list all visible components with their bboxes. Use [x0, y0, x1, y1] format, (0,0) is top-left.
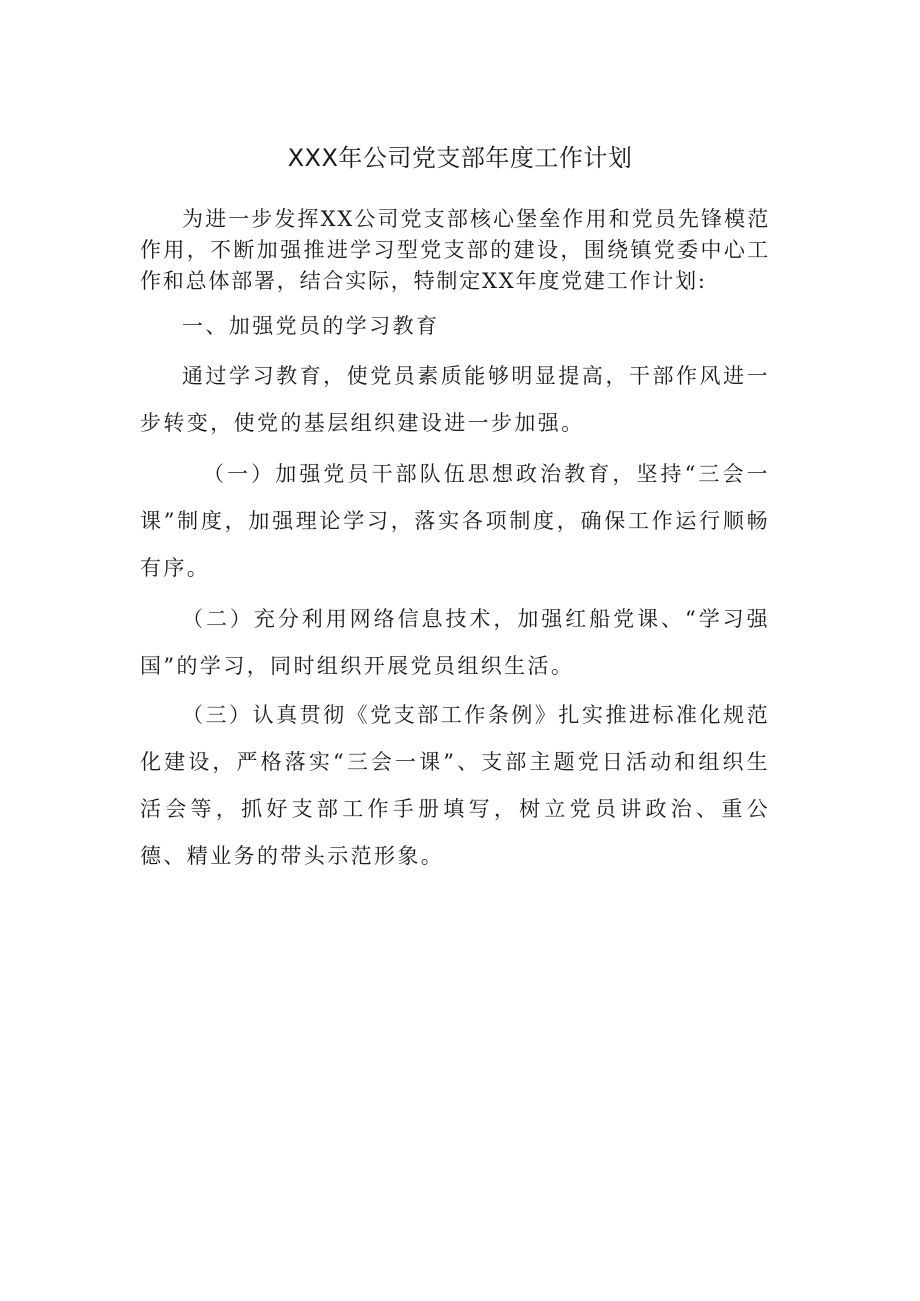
item-three-paragraph: （三）认真贯彻《党支部工作条例》扎实推进标准化规范化建设，严格落实“三会一课”、支部主题党日活动和组织生活会等，抓好支部工作手册填写，树立党员讲政治、重公德、精业务的带头示范形象。 [140, 703, 770, 868]
intro-paragraph: 为进一步发挥XX公司党支部核心堡垒作用和党员先锋模范作用，不断加强推进学习型党支部的建设，围绕镇党委中心工作和总体部署，结合实际，特制定XX年度党建工作计划: [140, 207, 770, 293]
section-heading-study: 一、加强党员的学习教育 [182, 314, 440, 338]
section-body-study: 通过学习教育，使党员素质能够明显提高，干部作风进一步转变，使党的基层组织建设进一步加强。 [140, 364, 770, 435]
item-one-paragraph: （一）加强党员干部队伍思想政治教育，坚持“三会一课”制度，加强理论学习，落实各项制度，确保工作运行顺畅有序。 [140, 462, 770, 580]
item-two-paragraph: （二）充分利用网络信息技术，加强红船党课、“学习强国”的学习，同时组织开展党员组织生活。 [140, 607, 770, 678]
document-title: XXX年公司党支部年度工作计划 [287, 144, 633, 172]
